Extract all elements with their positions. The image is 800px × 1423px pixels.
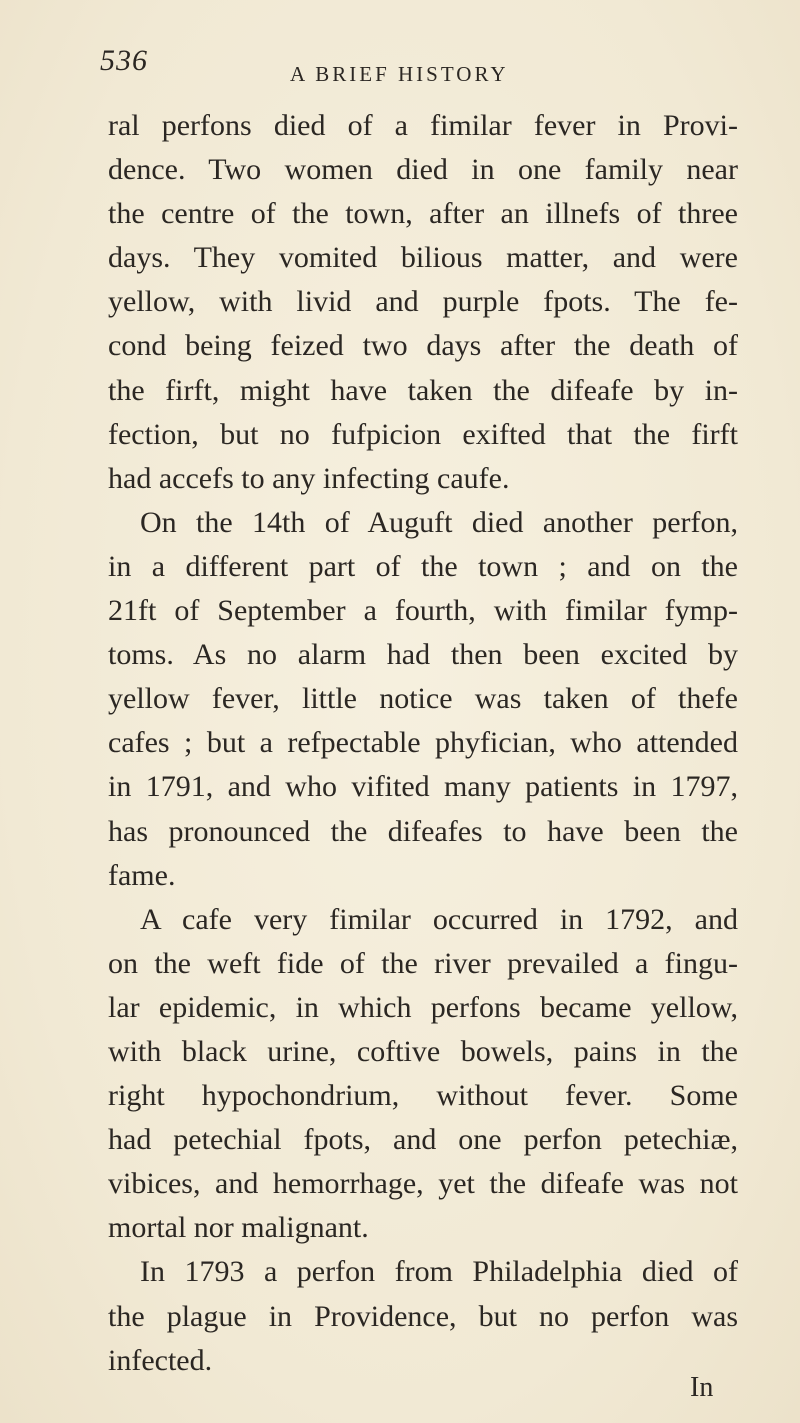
text-line: fame.: [108, 858, 176, 892]
text-line: mortal nor malignant.: [108, 1211, 369, 1245]
text-line: dence. Two women died in one family near: [108, 153, 738, 187]
text-line: in 1791, and who vifited many patients in 1797,: [108, 770, 738, 804]
text-line: had petechial fpots, and one perfon petechiæ,: [108, 1123, 738, 1157]
text-line: On the 14th of Auguft died another perfon,: [140, 505, 738, 539]
paragraph-2: [108, 501, 738, 898]
text-line: toms. As no alarm had then been excited by: [108, 638, 738, 672]
text-line: days. They vomited bilious matter, and were: [108, 241, 738, 275]
page-header: [100, 44, 720, 92]
text-line: cond being feized two days after the death of: [108, 329, 738, 363]
text-line: on the weft fide of the river prevailed a fingu-: [108, 946, 738, 980]
text-line: has pronounced the difeafes to have been the: [108, 814, 738, 848]
text-line: the plague in Providence, but no perfon was: [108, 1299, 738, 1333]
paragraph-4: [108, 1250, 738, 1382]
text-line: with black urine, coftive bowels, pains in the: [108, 1034, 738, 1068]
catchword: In: [690, 1372, 714, 1403]
text-line: yellow, with livid and purple fpots. The fe-: [108, 285, 738, 319]
text-line: the firft, might have taken the difeafe by in-: [108, 373, 738, 407]
text-line: ral perfons died of a fimilar fever in Provi-: [108, 109, 738, 142]
running-head: A BRIEF HISTORY: [290, 62, 509, 86]
text-line: yellow fever, little notice was taken of thefe: [108, 682, 738, 716]
text-line: 21ft of September a fourth, with fimilar fymp-: [108, 594, 738, 628]
text-line: fection, but no fufpicion exifted that the firft: [108, 417, 738, 451]
text-line: lar epidemic, in which perfons became yellow,: [108, 990, 738, 1024]
paragraph-3: [108, 898, 738, 1251]
page-number: 536: [100, 44, 148, 77]
text-line: had accefs to any infecting caufe.: [108, 461, 510, 495]
text-line: in a different part of the town ; and on the: [108, 549, 738, 583]
text-line: cafes ; but a refpectable phyfician, who attended: [108, 726, 738, 760]
text-line: infected.: [108, 1343, 213, 1377]
paragraph-1: [108, 104, 738, 501]
body-text: [108, 104, 738, 1383]
text-line: In 1793 a perfon from Philadelphia died of: [140, 1255, 738, 1289]
text-line: right hypochondrium, without fever. Some: [108, 1079, 738, 1113]
text-line: the centre of the town, after an illnefs of three: [108, 197, 738, 231]
text-line: A cafe very fimilar occurred in 1792, and: [140, 902, 738, 936]
text-line: vibices, and hemorrhage, yet the difeafe was not: [108, 1167, 738, 1201]
